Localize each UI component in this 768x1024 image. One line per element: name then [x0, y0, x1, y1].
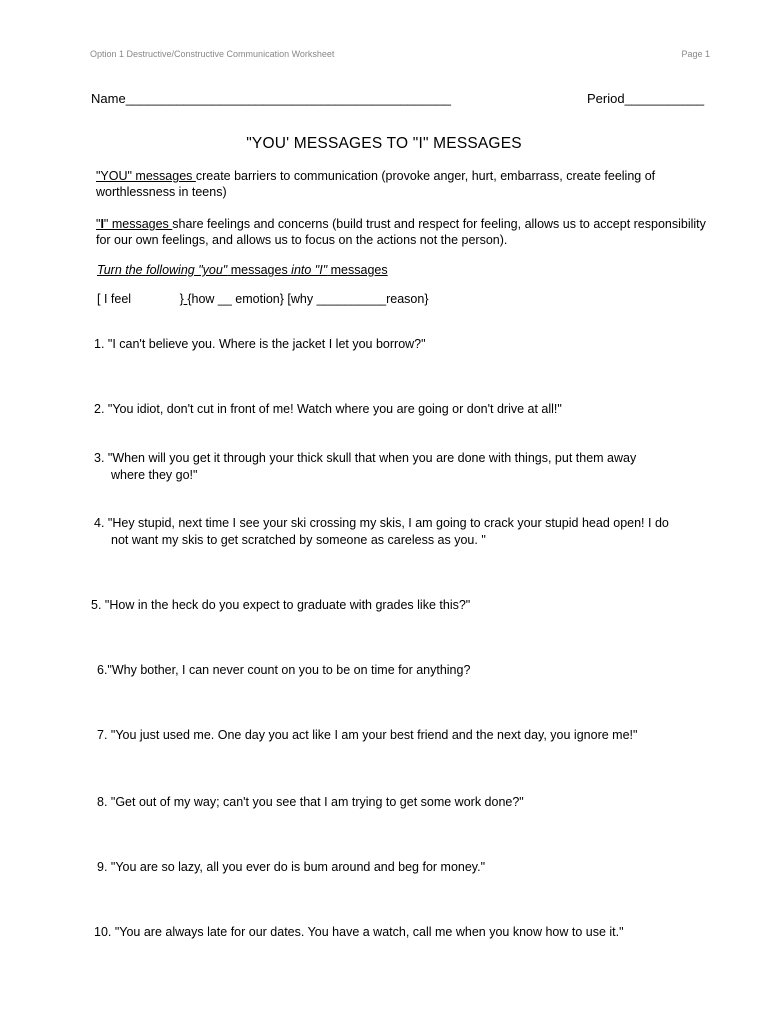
question-item: 4. "Hey stupid, next time I see your ski crossing my skis, I am going to crack your stupid head open! I do not want my skis to get scratched by someone as careless as you. ": [94, 516, 669, 547]
worksheet-title: "YOU' MESSAGES TO "I" MESSAGES: [246, 135, 522, 152]
period-blank: ___________: [624, 91, 705, 106]
period-field: [587, 91, 704, 106]
question-item: 10. "You are always late for our dates. You have a watch, call me when you know how to use it.": [94, 925, 624, 939]
i-messages-term: "I" messages: [96, 217, 173, 231]
i-messages-text: share feelings and concerns (build trust and respect for feeling, allows us to accept responsibility for our own feelings, and allows us to focus on the actions not the person).: [96, 217, 706, 247]
question-item: 5. "How in the heck do you expect to graduate with grades like this?": [91, 598, 471, 612]
instruction-line: Turn the following "you" messages into "I" messages: [97, 263, 388, 277]
you-messages-term: "YOU" messages: [96, 169, 196, 183]
question-item: 7. "You just used me. One day you act like I am your best friend and the next day, you ignore me!": [97, 728, 638, 742]
i-message-formula: [ I feel } {how __ emotion} [why __________reason}: [97, 292, 429, 306]
question-item: 1. "I can't believe you. Where is the jacket I let you borrow?": [94, 337, 426, 351]
question-item: 3. "When will you get it through your thick skull that when you are done with things, put them away where they go!": [94, 451, 637, 482]
period-label: Period: [587, 91, 625, 106]
you-messages-text: create barriers to communication (provoke anger, hurt, embarrass, create feeling of worthlessness in teens): [96, 169, 656, 199]
question-item: 9. "You are so lazy, all you ever do is bum around and beg for money.": [97, 860, 486, 874]
page-number: Page 1: [681, 49, 710, 59]
you-messages-definition: [96, 168, 716, 200]
i-messages-definition: [96, 216, 716, 248]
page-header-title: Option 1 Destructive/Constructive Communication Worksheet: [90, 49, 335, 59]
name-blank: _____________________________________________: [125, 91, 452, 106]
question-item: 6."Why bother, I can never count on you to be on time for anything?: [97, 663, 471, 677]
question-item: 2. "You idiot, don't cut in front of me! Watch where you are going or don't drive at all!": [94, 402, 562, 416]
question-item: 8. "Get out of my way; can't you see that I am trying to get some work done?": [97, 795, 524, 809]
name-field: [91, 91, 451, 106]
name-label: Name: [91, 91, 126, 106]
